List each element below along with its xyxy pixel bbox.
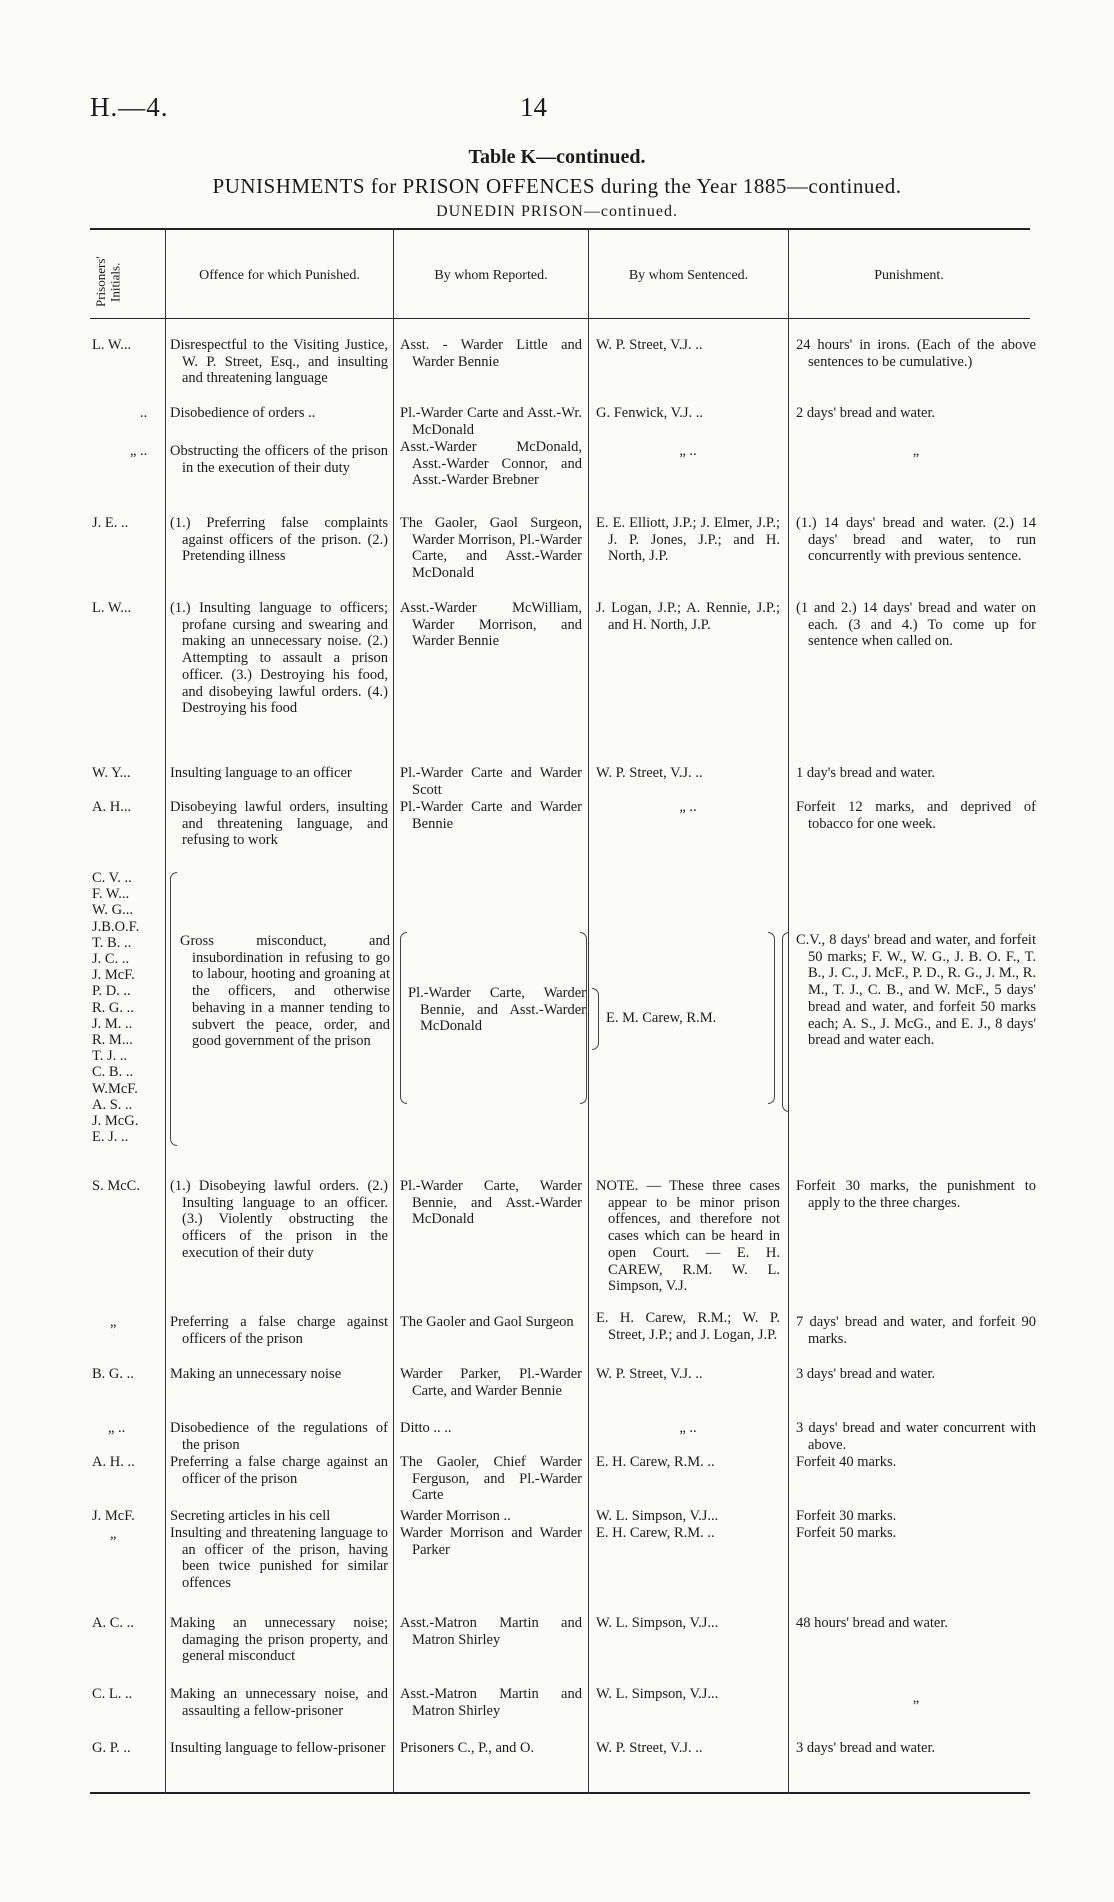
column-header-reported: By whom Reported. — [434, 268, 548, 283]
punishment-cell: 24 hours' in irons. (Each of the above sentences to be cumulative.) — [796, 337, 1036, 370]
initials-cell: T. J. .. — [92, 1048, 128, 1065]
initials-cell: J. C. .. — [92, 951, 130, 968]
table-bottom-rule — [90, 1792, 1030, 1794]
offence-cell: (1.) Preferring false complaints against officers of the prison. (2.) Pretending illness — [170, 515, 388, 565]
initials-cell: A. H... — [92, 799, 132, 815]
group-brace — [170, 872, 177, 1146]
sentenced-cell: W. L. Simpson, V.J... — [596, 1686, 719, 1702]
reported-cell: The Gaoler and Gaol Surgeon — [400, 1314, 574, 1330]
initials-cell: C. B. .. — [92, 1064, 134, 1081]
sentenced-cell: „ .. — [679, 1420, 697, 1436]
punishment-cell: Forfeit 30 marks. — [796, 1508, 897, 1524]
initials-cell: J. McF. — [92, 1508, 135, 1524]
reported-cell: Ditto .. .. — [400, 1420, 452, 1436]
punishment-cell: C.V., 8 days' bread and water, and forfeit 50 marks; F. W., W. G., J. B. O. F., T. B., J. C., J. McF., P. D., R. G., J. M., R. M., T. J., C. B., and W. McF., 5 days' bread and water, and forfeit 50 marks each; A. S., J. McG., and E. J., 8 days' bread and water each. — [796, 932, 1036, 1049]
punishment-cell: 3 days' bread and water. — [796, 1740, 936, 1756]
initials-cell: R. G. .. — [92, 999, 134, 1016]
initials-cell: W. G... — [92, 902, 133, 919]
punishment-cell: Forfeit 30 marks, the punishment to apply to the three charges. — [796, 1178, 1036, 1211]
initials-cell: J.B.O.F. — [92, 918, 140, 935]
sentenced-cell: E. H. Carew, R.M. .. — [596, 1525, 715, 1541]
initials-cell: A. S. .. — [92, 1096, 133, 1113]
punishment-cell: 2 days' bread and water. — [796, 405, 936, 421]
offence-cell: Disobedience of the regulations of the prison — [170, 1420, 388, 1453]
group-brace — [400, 932, 407, 1104]
initials-cell: P. D. .. — [92, 983, 131, 1000]
initials-cell: C. L. .. — [92, 1686, 133, 1702]
sentenced-cell: J. Logan, J.P.; A. Rennie, J.P.; and H. North, J.P. — [596, 600, 780, 633]
reported-cell: Warder Parker, Pl.-Warder Carte, and Warder Bennie — [400, 1366, 582, 1399]
column-header-punishment: Punishment. — [874, 268, 944, 283]
reported-cell: The Gaoler, Gaol Surgeon, Warder Morrison, Pl.-Warder Carte, and Asst.-Warder McDonald — [400, 515, 582, 582]
reported-cell: The Gaoler, Chief Warder Ferguson, and Pl.-Warder Carte — [400, 1454, 582, 1504]
sentenced-cell: W. P. Street, V.J. .. — [596, 1366, 703, 1382]
sentenced-cell: W. L. Simpson, V.J... — [596, 1615, 719, 1631]
initials-cell: „ — [110, 1526, 117, 1542]
reported-cell: Pl.-Warder Carte, Warder Bennie, and Asst.-Warder McDonald — [400, 1178, 582, 1228]
punishment-cell: „ — [912, 443, 920, 459]
column-header-sentenced: By whom Sentenced. — [628, 268, 749, 283]
column-header-initials: Prisoners' Initials. — [93, 256, 123, 308]
initials-cell: „ — [110, 1314, 117, 1330]
sentenced-cell: NOTE. — These three cases appear to be minor prison offences, and therefore not cases which can be heard in open Court. — E. H. CAREW, R.M. W. L. Simpson, V.J. — [596, 1178, 780, 1295]
sentenced-cell: W. P. Street, V.J. .. — [596, 1740, 703, 1756]
initials-cell: S. McC. — [92, 1178, 140, 1194]
reported-cell: Asst. - Warder Little and Warder Bennie — [400, 337, 582, 370]
offence-cell: Preferring a false charge against an officer of the prison — [170, 1454, 388, 1487]
initials-cell: J. M. .. — [92, 1015, 133, 1032]
group-brace — [592, 988, 599, 1050]
initials-cell: B. G. .. — [92, 1366, 134, 1382]
offence-cell: Disobedience of orders .. — [170, 405, 316, 421]
offence-cell: Obstructing the officers of the prison in the execution of their duty — [170, 443, 388, 476]
page-id: H.—4. — [90, 92, 169, 122]
offence-cell: Insulting language to an officer — [170, 765, 352, 781]
punishment-cell: (1 and 2.) 14 days' bread and water on each. (3 and 4.) To come up for sentence when called on. — [796, 600, 1036, 650]
initials-cell: J. McG. — [92, 1113, 139, 1130]
initials-cell: C. V. .. — [92, 870, 132, 886]
page-number: 14 — [520, 92, 547, 122]
punishment-cell: 3 days' bread and water. — [796, 1366, 936, 1382]
initials-cell: L. W... — [92, 337, 132, 353]
offence-cell: Secreting articles in his cell — [170, 1508, 331, 1524]
sentenced-cell: E. E. Elliott, J.P.; J. Elmer, J.P.; J. P. Jones, J.P.; and H. North, J.P. — [596, 515, 780, 565]
punishment-cell: 1 day's bread and water. — [796, 765, 936, 781]
sentenced-cell: E. H. Carew, R.M. .. — [596, 1454, 715, 1470]
initials-cell: A. H. .. — [92, 1454, 135, 1470]
group-brace — [768, 932, 775, 1104]
punishment-cell: 7 days' bread and water, and forfeit 90 marks. — [796, 1314, 1036, 1347]
offence-cell: Disrespectful to the Visiting Justice, W. P. Street, Esq., and insulting and threatening language — [170, 337, 388, 387]
header-bottom-rule — [90, 318, 1030, 319]
table-top-rule — [90, 228, 1030, 230]
reported-cell: Pl.-Warder Carte, Warder Bennie, and Asst.-Warder McDonald — [408, 985, 586, 1035]
punishment-cell: (1.) 14 days' bread and water. (2.) 14 days' bread and water, to run concurrently with previous sentence. — [796, 515, 1036, 565]
sentenced-cell: W. P. Street, V.J. .. — [596, 337, 703, 353]
reported-cell: Asst.-Matron Martin and Matron Shirley — [400, 1615, 582, 1648]
offence-cell: Making an unnecessary noise; damaging the prison property, and general misconduct — [170, 1615, 388, 1665]
initials-cell: E. J. .. — [92, 1129, 129, 1146]
initials-cell: R. M... — [92, 1032, 133, 1049]
reported-cell: Asst.-Warder McWilliam, Warder Morrison, and Warder Bennie — [400, 600, 582, 650]
punishment-cell: 3 days' bread and water concurrent with above. — [796, 1420, 1036, 1453]
reported-cell: Asst.-Matron Martin and Matron Shirley — [400, 1686, 582, 1719]
sentenced-cell: W. P. Street, V.J. .. — [596, 765, 703, 781]
initials-cell: W. Y... — [92, 765, 131, 781]
initials-cell: L. W... — [92, 600, 132, 616]
reported-cell: Warder Morrison and Warder Parker — [400, 1525, 582, 1558]
sentenced-cell: G. Fenwick, V.J. .. — [596, 405, 704, 421]
initials-cell: „ .. — [130, 443, 148, 459]
section-title: DUNEDIN PRISON—continued. — [436, 203, 678, 220]
reported-cell: Asst.-Warder McDonald, Asst.-Warder Connor, and Asst.-Warder Brebner — [400, 439, 582, 489]
initials-cell: F. W... — [92, 886, 130, 903]
sentenced-cell: W. L. Simpson, V.J... — [596, 1508, 719, 1524]
offence-cell: Preferring a false charge against officers of the prison — [170, 1314, 388, 1347]
reported-cell: Pl.-Warder Carte and Warder Scott — [400, 765, 582, 798]
initials-cell: J. McF. — [92, 967, 135, 984]
initials-cell: W.McF. — [92, 1080, 138, 1097]
initials-cell: T. B. .. — [92, 934, 132, 951]
offence-cell: Gross misconduct, and insubordination in refusing to go to labour, hooting and groaning at the officers, and otherwise behaving in a manner tending to subvert the peace, order, and good government of the prison — [180, 933, 390, 1050]
offence-cell: Making an unnecessary noise — [170, 1366, 342, 1382]
initials-cell: J. E. .. — [92, 515, 129, 531]
offence-cell: Making an unnecessary noise, and assaulting a fellow-prisoner — [170, 1686, 388, 1719]
punishment-cell: „ — [912, 1690, 920, 1706]
table-title: Table K—continued. — [468, 146, 646, 168]
group-initials-list — [92, 870, 139, 1145]
initials-cell: „ .. — [108, 1420, 126, 1436]
sentenced-cell: „ .. — [679, 799, 697, 815]
offence-cell: Insulting language to fellow-prisoner — [170, 1740, 386, 1756]
sentenced-cell: E. H. Carew, R.M.; W. P. Street, J.P.; and J. Logan, J.P. — [596, 1310, 780, 1343]
sentenced-cell: „ .. — [679, 443, 697, 459]
offence-cell: Disobeying lawful orders, insulting and threatening language, and refusing to work — [170, 799, 388, 849]
punishment-cell: Forfeit 12 marks, and deprived of tobacco for one week. — [796, 799, 1036, 832]
initials-cell: A. C. .. — [92, 1615, 134, 1631]
reported-cell: Prisoners C., P., and O. — [400, 1740, 535, 1756]
column-divider — [165, 228, 166, 1794]
table-subtitle: PUNISHMENTS for PRISON OFFENCES during the Year 1885—continued. — [212, 174, 902, 198]
reported-cell: Pl.-Warder Carte and Asst.-Wr. McDonald — [400, 405, 582, 438]
column-divider — [588, 228, 589, 1794]
punishment-cell: Forfeit 50 marks. — [796, 1525, 897, 1541]
reported-cell: Pl.-Warder Carte and Warder Bennie — [400, 799, 582, 832]
punishment-cell: 48 hours' bread and water. — [796, 1615, 948, 1631]
offence-cell: (1.) Insulting language to officers; profane cursing and swearing and making an unnecessary noise. (2.) Attempting to assault a prison officer. (3.) Destroying his food, and disobeying lawful orders. (4.) Destroying his food — [170, 600, 388, 717]
reported-cell: Warder Morrison .. — [400, 1508, 511, 1524]
offence-cell: Insulting and threatening language to an officer of the prison, having been twice punished for similar offences — [170, 1525, 388, 1592]
column-divider — [393, 228, 394, 1794]
group-brace — [782, 932, 789, 1112]
offence-cell: (1.) Disobeying lawful orders. (2.) Insulting language to an officer. (3.) Violently obstructing the officers of the prison in the execution of their duty — [170, 1178, 388, 1261]
punishment-cell: Forfeit 40 marks. — [796, 1454, 897, 1470]
initials-cell: .. — [140, 405, 148, 421]
sentenced-cell: E. M. Carew, R.M. — [606, 1010, 717, 1026]
initials-cell: G. P. .. — [92, 1740, 131, 1756]
column-header-offence: Offence for which Punished. — [199, 268, 360, 283]
